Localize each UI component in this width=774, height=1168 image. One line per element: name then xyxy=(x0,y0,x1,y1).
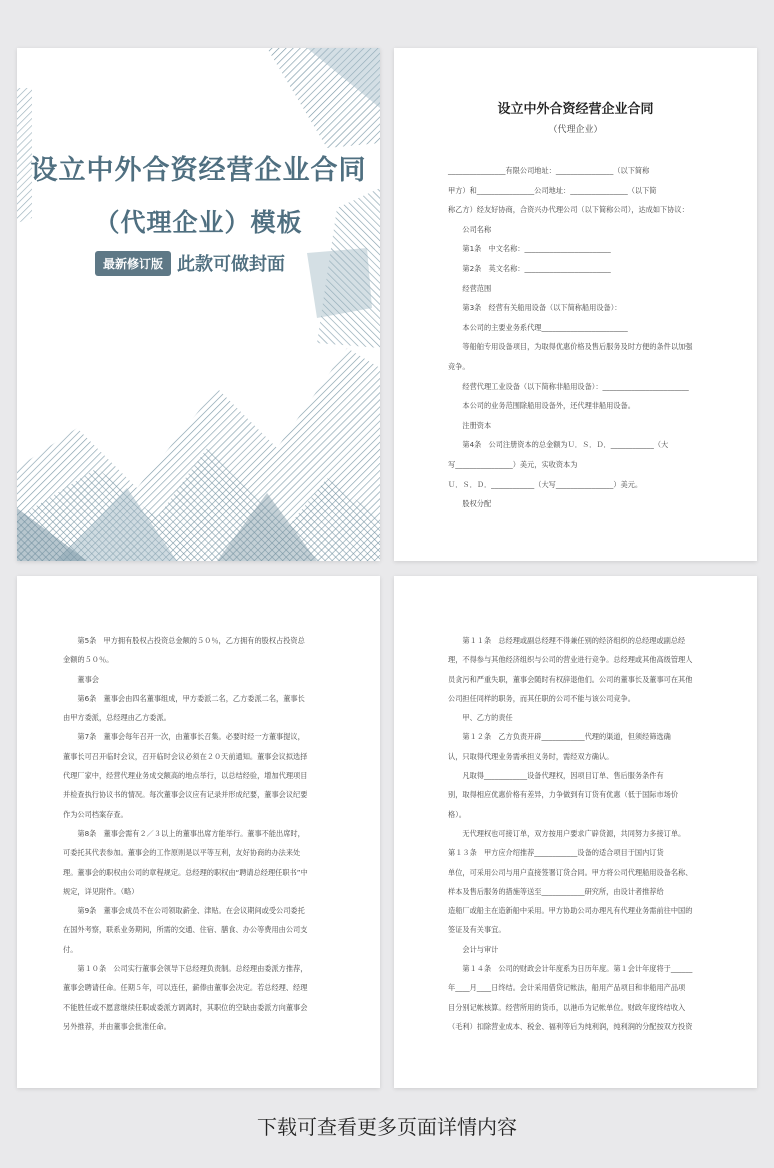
text-line: 理。董事会的职权由公司的章程规定。总经理的职权由“聘请总经理任职书”中 xyxy=(63,867,308,877)
text-line: 认，只取得代理业务需承担义务时，需经双方确认。 xyxy=(448,751,614,761)
cover-title: 设立中外合资经营企业合同 xyxy=(30,155,367,186)
cover-subtitle: （代理企业）模板 xyxy=(94,208,303,237)
text-line: 付。 xyxy=(63,944,78,954)
text-line: 甲方）和________________公司地址：________________（以下简 xyxy=(448,185,657,195)
text-line: 第2条 英文名称：________________________ xyxy=(448,263,611,273)
contract-text xyxy=(448,161,692,514)
cover-page xyxy=(17,48,380,561)
text-line: 经营代理工业设备（以下简称非船用设备）：________________________ xyxy=(448,381,689,391)
text-line: Ｕ．Ｓ．Ｄ．____________（大写________________）美元。 xyxy=(448,479,643,489)
text-line: 不能胜任或不愿意继续任职或委派方调离时，其职位的空缺由委派方向董事会 xyxy=(63,1002,308,1012)
text-line: 股权分配 xyxy=(448,499,492,509)
contract-text xyxy=(448,631,692,1036)
text-line: ________________有限公司地址：________________（以下简称 xyxy=(448,166,650,175)
text-line: 由甲方委派，总经理由乙方委派。 xyxy=(63,713,171,723)
text-line: 目分别记帐核算。经营所用的货币，以港币为记帐单位。财政年度终结收入 xyxy=(448,1002,686,1012)
text-line: 等船舶专用设备项目，为取得优惠价格及售后服务及时方便的条件以加强 xyxy=(448,342,693,352)
text-line: 在国外考察，联系业务期间，所需的交通、住宿、膳食、办公等费用由公司支 xyxy=(63,925,308,935)
contract-title: 设立中外合资经营企业合同 xyxy=(497,102,654,117)
text-line: 第１１条 总经理或副总经理不得兼任别的经济组织的总经理或副总经 xyxy=(448,636,686,645)
text-line: 格）。 xyxy=(448,809,466,819)
contract-page-3 xyxy=(394,576,757,1088)
text-line: 员贪污和严重失职，董事会随时有权辞退他们。公司的董事长及董事可在其他 xyxy=(448,674,693,684)
text-line: 可委托其代表参加。董事会的工作原则是以平等互利，友好协商的办法来处 xyxy=(63,848,301,858)
text-line: 会计与审计 xyxy=(448,944,499,954)
text-line: 甲、乙方的责任 xyxy=(448,713,513,723)
text-line: 第8条 董事会需有２／３以上的董事出席方能举行。董事不能出席时， xyxy=(63,828,305,838)
cover-decoration xyxy=(17,48,380,561)
text-line: 作为公司档案存查。 xyxy=(63,809,128,819)
text-line: 本公司的业务范围除船用设备外，还代理非船用设备。 xyxy=(448,401,635,411)
text-line: 公司担任同样的职务，而其任职的公司不能与该公司竞争。 xyxy=(448,693,635,703)
text-line: 样本及售后服务的措施等送至____________研究所，由设计者推荐给 xyxy=(448,886,664,896)
text-line: 代理厂家中，经营代理业务成交额高的地点举行，以总结经验，增加代理项目 xyxy=(63,771,308,781)
text-line: 第1条 中文名称：________________________ xyxy=(448,244,611,254)
text-line: 另外推荐，并由董事会批准任命。 xyxy=(63,1021,171,1031)
text-line: 年____月____日终结。会计采用借贷记帐法，船用产品项目和非船用产品项 xyxy=(448,983,686,993)
text-line: 第4条 公司注册资本的总金额为Ｕ．Ｓ．Ｄ．____________（大 xyxy=(448,440,669,450)
contract-page-1 xyxy=(394,48,757,561)
text-line: 竞争。 xyxy=(448,361,470,371)
contract-page-2 xyxy=(17,576,380,1088)
text-line: 第１２条 乙方负责开辟____________代理的渠道，但须经筛选确 xyxy=(448,732,671,742)
text-line: 造船厂或船主在造新船中采用。甲方协助公司办理凡有代理业务需前往中国的 xyxy=(448,906,693,916)
text-line: 称乙方）经友好协商，合资兴办代理公司（以下简称公司），达成如下协议： xyxy=(448,205,689,215)
text-line: （毛利）扣除营业成本、税金、福利等后为纯利润，纯利润的分配按双方投资 xyxy=(448,1021,693,1031)
text-line: 第１０条 公司实行董事会领导下总经理负责制。总经理由委派方推荐， xyxy=(63,964,308,974)
contract-subtitle: （代理企业） xyxy=(548,125,603,135)
text-line: 公司名称 xyxy=(448,224,492,234)
text-line: 凡取得____________设备代理权，因项目订单、售后服务条件有 xyxy=(448,771,664,781)
text-line: 第6条 董事会由四名董事组成，甲方委派二名，乙方委派二名，董事长 xyxy=(63,693,305,703)
text-line: 别，取得相应优惠价格有差异，力争做到有订货有优惠（低于国际市场价 xyxy=(448,790,679,800)
text-line: 单位，可采用公司与用户直接签署订货合同。甲方将公司代理船用设备名称、 xyxy=(448,867,693,877)
contract-text xyxy=(63,631,308,1036)
text-line: 第１３条 甲方应介绍推荐____________设备的适合项目于国内订货 xyxy=(448,848,664,858)
text-line: 董事会聘请任命。任期５年，可以连任，薪俸由董事会决定。若总经理、经理 xyxy=(63,983,308,993)
text-line: 无代理权也可接订单，双方按用户要求广辟货源，共同努力多接订单。 xyxy=(448,828,686,838)
text-line: 本公司的主要业务系代理________________________ xyxy=(448,322,628,332)
text-line: 并检查执行协议书的情况。每次董事会议应有记录并形成纪要，董事会议纪要 xyxy=(63,790,308,800)
text-line: 注册资本 xyxy=(448,420,492,430)
cover-badge-row xyxy=(95,250,285,276)
text-line: 第7条 董事会每年召开一次，由董事长召集。必要时经一方董事提议， xyxy=(63,732,305,742)
text-line: 理，不得参与其他经济组织与公司的营业进行竞争。总经理或其他高级管理人 xyxy=(448,655,693,665)
text-line: 规定，详见附件。（略） xyxy=(63,886,139,896)
text-line: 第１４条 公司的财政会计年度系为日历年度。第１会计年度将于______ xyxy=(448,964,693,974)
text-line: 签证及有关事宜。 xyxy=(448,925,506,935)
text-line: 第5条 甲方拥有股权占投资总金额的５０％，乙方拥有的股权占投资总 xyxy=(63,636,305,645)
text-line: 写________________）美元，实收资本为 xyxy=(448,459,578,469)
download-hint: 下载可查看更多页面详情内容 xyxy=(257,1115,517,1139)
text-line: 经营范围 xyxy=(448,283,492,293)
text-line: 第9条 董事会成员不在公司领取薪金、津贴。在会议期间或受公司委托 xyxy=(63,906,305,916)
cover-note: 此款可做封面 xyxy=(177,254,286,275)
revision-badge: 最新修订版 xyxy=(95,251,171,276)
text-line: 董事长可召开临时会议，召开临时会议必须在２０天前通知。董事会议拟选择 xyxy=(63,751,308,761)
text-line: 董事会 xyxy=(63,674,99,684)
text-line: 第3条 经营有关船用设备（以下简称船用设备）： xyxy=(448,303,622,313)
text-line: 金额的５０％。 xyxy=(63,655,114,665)
